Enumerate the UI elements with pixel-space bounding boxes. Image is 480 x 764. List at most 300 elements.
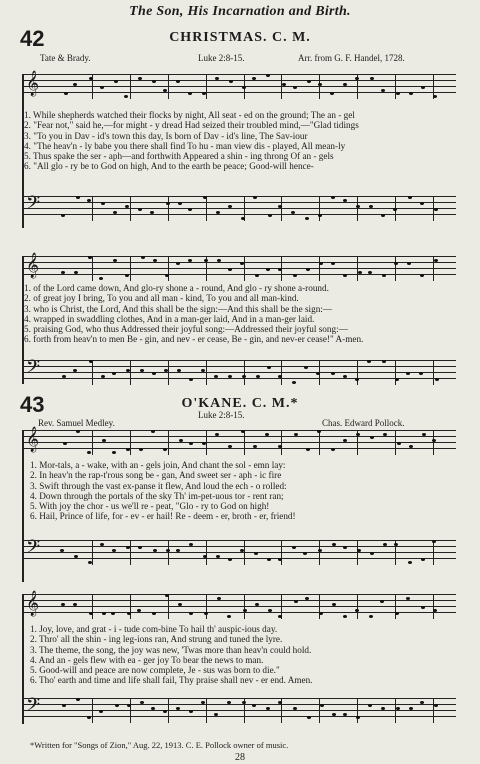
note-head	[343, 546, 347, 549]
note-head	[125, 274, 129, 277]
note-head	[255, 603, 259, 606]
note-head	[217, 259, 221, 262]
note-head	[188, 92, 192, 95]
note-head	[407, 262, 411, 265]
note-head	[343, 83, 347, 86]
bar-line	[206, 74, 207, 99]
verse-line: 2. of great joy I bring, To you and all man - kind, To you and all man-kind.	[24, 293, 299, 304]
note-head	[139, 448, 143, 451]
bar-line	[168, 360, 169, 385]
bar-line	[168, 430, 169, 455]
verse-line: 1. Mor-tals, a - wake, with an - gels join, And chant the sol - emn lay:	[30, 460, 286, 470]
note-head	[165, 594, 169, 597]
note-head	[421, 606, 425, 609]
note-head	[189, 442, 193, 445]
note-head	[421, 86, 425, 89]
bar-line	[92, 540, 93, 565]
note-head	[153, 549, 157, 552]
note-head	[99, 710, 103, 713]
clef-icon: 𝄢	[26, 357, 41, 382]
hymn-arranger: Arr. from G. F. Handel, 1728.	[298, 53, 405, 63]
footnote: *Written for "Songs of Zion," Aug. 22, 1913. C. E. Pollock owner of music.	[30, 740, 289, 750]
note-head	[381, 707, 385, 710]
note-head	[214, 713, 218, 716]
note-head	[278, 701, 282, 704]
note-head	[278, 445, 282, 448]
clef-icon: 𝄞	[26, 71, 40, 96]
clef-icon: 𝄢	[26, 695, 41, 720]
note-head	[356, 716, 360, 719]
staff	[24, 427, 456, 454]
note-head	[408, 561, 412, 564]
note-head	[253, 445, 257, 448]
note-head	[419, 372, 423, 375]
bar-line	[206, 360, 207, 385]
note-head	[278, 615, 282, 618]
bar-line	[433, 594, 434, 619]
note-head	[115, 704, 119, 707]
note-head	[252, 77, 256, 80]
bar-line	[281, 360, 282, 385]
note-head	[87, 199, 91, 202]
note-head	[62, 704, 66, 707]
verse-line: 3. The theme, the song, the joy was new, 'Twas more than heav'n could hold.	[30, 644, 312, 655]
note-head	[141, 256, 145, 259]
note-head	[138, 546, 142, 549]
bar-line	[319, 594, 320, 619]
staff	[24, 591, 456, 618]
note-head	[165, 274, 169, 277]
note-head	[73, 603, 77, 606]
staff	[24, 193, 456, 220]
bar-line	[244, 256, 245, 281]
note-head	[408, 196, 412, 199]
bar-line	[395, 74, 396, 99]
note-head	[228, 205, 232, 208]
note-head	[319, 612, 323, 615]
note-head	[331, 372, 335, 375]
verse-block	[24, 110, 464, 172]
note-head	[241, 217, 245, 220]
note-head	[343, 274, 347, 277]
note-head	[124, 95, 128, 98]
note-head	[383, 543, 387, 546]
note-head	[216, 555, 220, 558]
note-head	[240, 549, 244, 552]
bar-line	[92, 256, 93, 281]
bar-line	[168, 74, 169, 99]
bar-line	[281, 74, 282, 99]
bar-line	[395, 594, 396, 619]
bar-line	[319, 256, 320, 281]
note-head	[332, 713, 336, 716]
verse-line: 1. While shepherds watched their flocks by night, All seat - ed on the ground; The an - gel	[24, 110, 355, 120]
note-head	[215, 77, 219, 80]
note-head	[370, 436, 374, 439]
note-head	[355, 378, 359, 381]
bar-line	[92, 698, 93, 723]
note-head	[242, 375, 246, 378]
note-head	[163, 710, 167, 713]
note-head	[421, 558, 425, 561]
note-head	[188, 208, 192, 211]
note-head	[435, 378, 439, 381]
note-head	[140, 369, 144, 372]
note-head	[433, 95, 437, 98]
bar-line	[319, 540, 320, 565]
note-head	[74, 555, 78, 558]
verse-line: 5. praising God, who thus Addressed their joyful song:—Addressed their joyful song:—	[24, 324, 348, 335]
note-head	[393, 208, 397, 211]
note-head	[370, 552, 374, 555]
note-head	[242, 86, 246, 89]
bar-line	[130, 196, 131, 221]
note-head	[368, 704, 372, 707]
note-head	[278, 558, 282, 561]
bar-line	[92, 360, 93, 385]
note-head	[268, 609, 272, 612]
note-head	[292, 546, 296, 549]
verse-line: 2. In heav'n the rap-t'rous song be - gan, And sweet ser - aph - ic fire	[30, 470, 282, 481]
note-head	[397, 442, 401, 445]
note-head	[267, 558, 271, 561]
bar-line	[319, 196, 320, 221]
bar-line	[206, 594, 207, 619]
bar-line	[206, 430, 207, 455]
note-head	[177, 369, 181, 372]
note-head	[317, 430, 321, 433]
note-head	[228, 375, 232, 378]
note-head	[254, 552, 258, 555]
clef-icon: 𝄢	[26, 537, 41, 562]
note-head	[203, 196, 207, 199]
note-head	[153, 259, 157, 262]
note-head	[318, 214, 322, 217]
note-head	[394, 543, 398, 546]
note-head	[202, 92, 206, 95]
note-head	[380, 600, 384, 603]
note-head	[293, 274, 297, 277]
note-head	[179, 439, 183, 442]
note-head	[367, 360, 371, 363]
note-head	[242, 701, 246, 704]
note-head	[99, 277, 103, 280]
bar-line	[244, 430, 245, 455]
bar-line	[319, 698, 320, 723]
note-head	[113, 211, 117, 214]
bar-line	[357, 360, 358, 385]
note-head	[382, 360, 386, 363]
scripture-reference: Luke 2:8-15.	[198, 410, 245, 420]
note-head	[87, 716, 91, 719]
note-head	[432, 540, 436, 543]
note-head	[294, 600, 298, 603]
note-head	[126, 369, 130, 372]
note-head	[114, 80, 118, 83]
note-head	[140, 701, 144, 704]
verse-line: 3. who is Christ, the Lord, And this shall be the sign:—And this shall be the sign:—	[24, 303, 333, 314]
note-head	[304, 366, 308, 369]
note-head	[87, 451, 91, 454]
note-head	[240, 262, 244, 265]
note-head	[266, 268, 270, 271]
note-head	[396, 707, 400, 710]
note-head	[356, 433, 360, 436]
bar-line	[357, 540, 358, 565]
bar-line	[92, 430, 93, 455]
note-head	[305, 217, 309, 220]
note-head	[395, 612, 399, 615]
bar-line	[357, 594, 358, 619]
note-head	[189, 543, 193, 546]
note-head	[127, 704, 131, 707]
note-head	[178, 603, 182, 606]
note-head	[62, 375, 66, 378]
note-head	[176, 707, 180, 710]
note-head	[88, 256, 92, 259]
note-head	[61, 271, 65, 274]
bar-line	[168, 594, 169, 619]
bar-line	[130, 74, 131, 99]
note-head	[278, 205, 282, 208]
hymn-composer: Chas. Edward Pollock.	[322, 418, 405, 428]
note-head	[434, 259, 438, 262]
note-head	[252, 704, 256, 707]
note-head	[406, 597, 410, 600]
note-head	[305, 597, 309, 600]
verse-line: 2. "Fear not," said he,—for might - y dread Had seized their troubled mind,—"Glad tidings	[24, 120, 359, 131]
bar-line	[357, 256, 358, 281]
note-head	[241, 430, 245, 433]
note-head	[189, 710, 193, 713]
note-head	[318, 549, 322, 552]
note-head	[383, 433, 387, 436]
note-head	[152, 372, 156, 375]
note-head	[406, 372, 410, 375]
note-head	[166, 549, 170, 552]
bar-line	[130, 698, 131, 723]
note-head	[101, 202, 105, 205]
note-head	[73, 83, 77, 86]
bar-line	[130, 430, 131, 455]
note-head	[74, 271, 78, 274]
verse-line: 5. With joy the chor - us we'll re - peat, "Glo - ry to God on high!	[30, 501, 270, 512]
note-head	[176, 262, 180, 265]
staff	[24, 253, 456, 280]
note-head	[307, 716, 311, 719]
verse-line: 6. forth from heav'n to men Be - gin, and nev - er cease, Be - gin, and nev-er cease!" A-men.	[24, 334, 364, 345]
bar-line	[92, 594, 93, 619]
note-head	[356, 205, 360, 208]
verse-line: 6. "All glo - ry be to God on high, And to the earth be peace; Good-will hence-	[24, 161, 314, 172]
note-head	[396, 92, 400, 95]
bar-line	[168, 540, 169, 565]
staff	[24, 695, 456, 722]
verse-line: 4. Down through the portals of the sky Th' im-pet-uous tor - rent ran;	[30, 490, 284, 501]
verse-line: 4. wrapped in swaddling clothes, And in a man-ger laid, And in a man-ger laid.	[24, 313, 315, 324]
note-head	[89, 77, 93, 80]
note-head	[355, 609, 359, 612]
bar-line	[281, 540, 282, 565]
note-head	[76, 430, 80, 433]
bar-line	[357, 698, 358, 723]
note-head	[420, 701, 424, 704]
note-head	[112, 451, 116, 454]
note-head	[202, 442, 206, 445]
note-head	[306, 448, 310, 451]
note-head	[228, 268, 232, 271]
note-head	[188, 259, 192, 262]
note-head	[330, 92, 334, 95]
note-head	[89, 360, 93, 363]
note-head	[203, 555, 207, 558]
note-head	[100, 86, 104, 89]
note-head	[331, 262, 335, 265]
note-head	[229, 80, 233, 83]
note-head	[343, 713, 347, 716]
bar-line	[130, 360, 131, 385]
note-head	[253, 196, 257, 199]
note-head	[111, 612, 115, 615]
hymn-number: 42	[20, 26, 45, 51]
bar-line	[168, 256, 169, 281]
note-head	[255, 274, 259, 277]
bar-line	[92, 196, 93, 221]
note-head	[319, 262, 323, 265]
note-head	[293, 86, 297, 89]
note-head	[63, 442, 67, 445]
note-head	[343, 375, 347, 378]
note-head	[163, 448, 167, 451]
hymn-number: 43	[20, 392, 45, 417]
verse-line: 2. Thro' all the shin - ing leg-ions ran, And strung and tuned the lyre.	[30, 634, 283, 645]
note-head	[265, 433, 269, 436]
note-head	[343, 199, 347, 202]
bar-line	[168, 698, 169, 723]
scripture-reference: Luke 2:8-15.	[198, 53, 245, 63]
note-head	[216, 211, 220, 214]
note-head	[60, 549, 64, 552]
clef-icon: 𝄢	[26, 193, 41, 218]
note-head	[228, 445, 232, 448]
bar-line	[433, 698, 434, 723]
note-head	[433, 609, 437, 612]
hymn-author: Rev. Samuel Medley.	[38, 418, 115, 428]
note-head	[89, 612, 93, 615]
bar-line	[244, 360, 245, 385]
bar-line	[433, 360, 434, 385]
note-head	[126, 448, 130, 451]
note-head	[267, 366, 271, 369]
note-head	[204, 259, 208, 262]
note-head	[214, 375, 218, 378]
note-head	[166, 202, 170, 205]
note-head	[201, 369, 205, 372]
note-head	[420, 274, 424, 277]
note-head	[228, 558, 232, 561]
note-head	[227, 615, 231, 618]
bar-line	[130, 594, 131, 619]
note-head	[189, 612, 193, 615]
note-head	[76, 196, 80, 199]
bar-line	[168, 196, 169, 221]
note-head	[291, 211, 295, 214]
note-head	[178, 202, 182, 205]
note-head	[369, 615, 373, 618]
note-head	[112, 372, 116, 375]
verse-line: 6. Tho' earth and time and life shall fail, Thy praise shall nev - er end. Amen.	[30, 675, 313, 686]
bar-line	[130, 540, 131, 565]
note-head	[368, 271, 372, 274]
note-head	[112, 549, 116, 552]
running-head: The Son, His Incarnation and Birth.	[129, 4, 351, 19]
note-head	[73, 369, 77, 372]
note-head	[432, 439, 436, 442]
note-head	[102, 439, 106, 442]
note-head	[395, 378, 399, 381]
note-head	[303, 552, 307, 555]
note-head	[282, 83, 286, 86]
note-head	[316, 372, 320, 375]
verse-line: 5. Good-will and peace are now complete, Je - sus was born to die."	[30, 665, 280, 676]
note-head	[151, 707, 155, 710]
note-head	[61, 214, 65, 217]
note-head	[126, 546, 130, 549]
note-head	[88, 561, 92, 564]
bar-line	[395, 430, 396, 455]
note-head	[307, 80, 311, 83]
note-head	[227, 701, 231, 704]
staff	[24, 357, 456, 384]
bar-line	[395, 256, 396, 281]
note-head	[204, 612, 208, 615]
note-head	[369, 205, 373, 208]
note-head	[201, 701, 205, 704]
note-head	[306, 268, 310, 271]
note-head	[343, 615, 347, 618]
note-head	[434, 208, 438, 211]
note-head	[381, 214, 385, 217]
note-head	[394, 262, 398, 265]
note-head	[125, 205, 129, 208]
note-head	[150, 211, 154, 214]
note-head	[370, 77, 374, 80]
note-head	[278, 375, 282, 378]
note-head	[176, 549, 180, 552]
note-head	[164, 369, 168, 372]
note-head	[101, 375, 105, 378]
verse-line: 1. of the Lord came down, And glo-ry shone a - round, And glo - ry shone a-round.	[24, 283, 329, 293]
note-head	[320, 704, 324, 707]
note-head	[256, 375, 260, 378]
note-head	[64, 92, 68, 95]
bar-line	[319, 430, 320, 455]
note-head	[409, 445, 413, 448]
clef-icon: 𝄞	[26, 427, 40, 452]
bar-line	[319, 74, 320, 99]
note-head	[215, 433, 219, 436]
note-head	[332, 603, 336, 606]
verse-line: 3. "To you in Dav - id's town this day, Is born of Dav - id's line, The Sav-iour	[24, 130, 308, 141]
bar-line	[244, 594, 245, 619]
bar-line	[433, 540, 434, 565]
note-head	[331, 196, 335, 199]
note-head	[152, 612, 156, 615]
page-number: 28	[235, 752, 245, 763]
verse-line: 4. And an - gels flew with ea - ger joy To bear the news to man.	[30, 654, 264, 665]
verse-line: 3. Swift through the vast ex-panse it flew, And loud the ech - o rolled:	[30, 480, 287, 491]
note-head	[434, 704, 438, 707]
